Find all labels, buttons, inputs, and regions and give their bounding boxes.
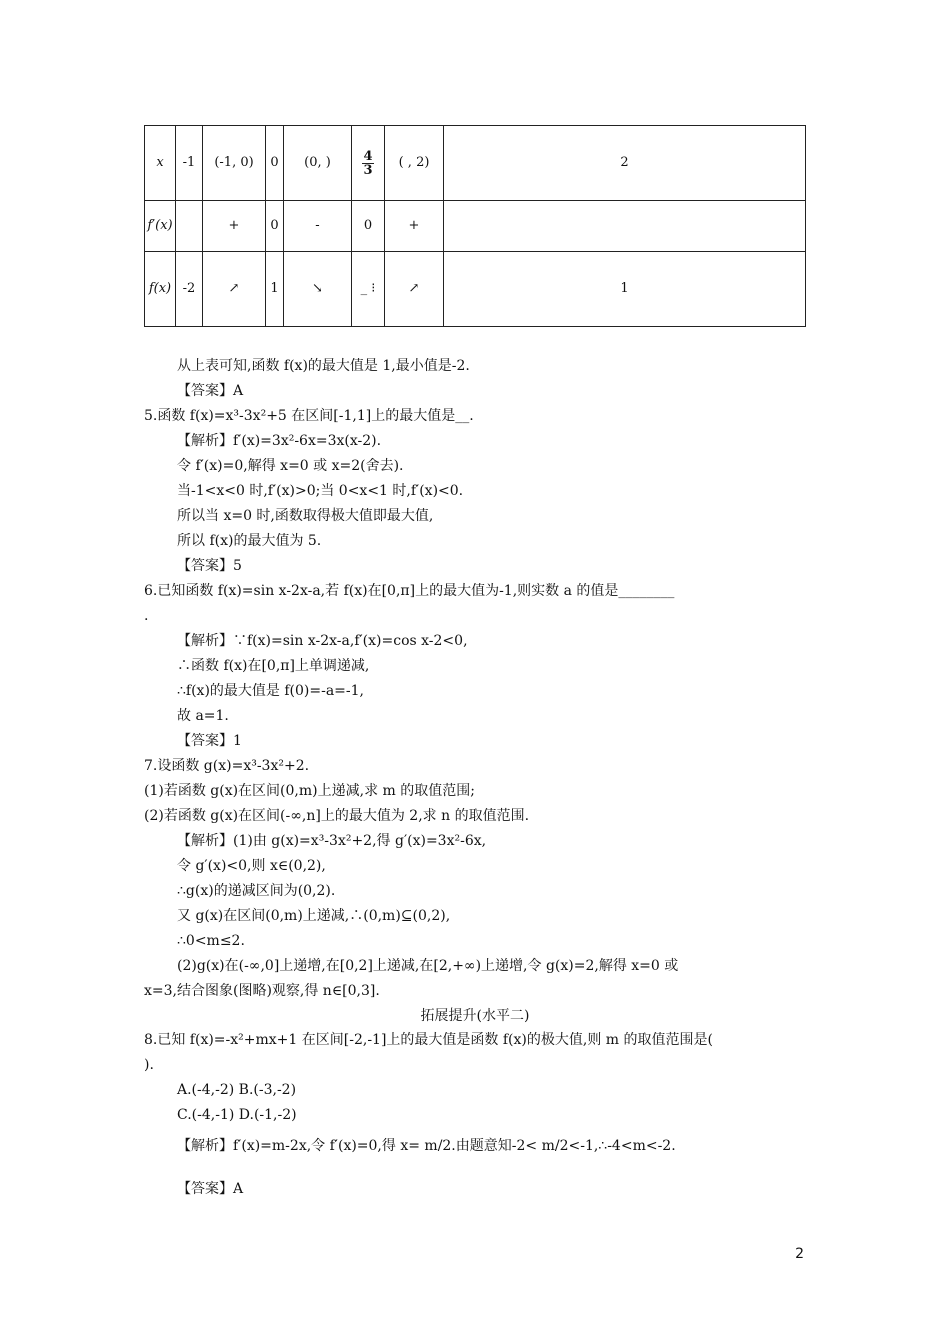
- table-cell: ↘: [284, 252, 352, 327]
- question-8: 8.已知 f(x)=-x²+mx+1 在区间[-2,-1]上的最大值是函数 f(x)的极大值,则 m 的取值范围是(: [144, 1032, 713, 1048]
- text-line: ∴0<m≤2.: [177, 933, 245, 949]
- text-line: ∴g(x)的递减区间为(0,2).: [177, 883, 336, 899]
- question-6: 6.已知函数 f(x)=sin x-2x-a,若 f(x)在[0,π]上的最大值为-1,则实数 a 的值是________: [144, 583, 675, 599]
- table-cell: +: [203, 201, 266, 252]
- text-line: 令 f′(x)=0,解得 x=0 或 x=2(舍去).: [177, 458, 404, 474]
- table-cell: 2: [444, 126, 806, 201]
- table-cell: ↗: [203, 252, 266, 327]
- table-row: [145, 201, 806, 252]
- answer-line: 【答案】A: [177, 1181, 244, 1197]
- text-line: 令 g′(x)<0,则 x∈(0,2),: [177, 858, 326, 874]
- question-5: 5.函数 f(x)=x³-3x²+5 在区间[-1,1]上的最大值是__.: [144, 408, 474, 424]
- table-row: [145, 252, 806, 327]
- text-line: 从上表可知,函数 f(x)的最大值是 1,最小值是-2.: [177, 358, 470, 374]
- table-header-cell: f′(x): [145, 201, 176, 252]
- table-cell: [444, 201, 806, 252]
- table-cell: +: [385, 201, 444, 252]
- fraction: [362, 150, 373, 177]
- analysis-line: 【解析】f′(x)=3x²-6x=3x(x-2).: [177, 433, 382, 449]
- table-cell: _ ⁝: [352, 252, 385, 327]
- table-cell: -2: [176, 252, 203, 327]
- text-line: 又 g(x)在区间(0,m)上递减,∴(0,m)⊆(0,2),: [177, 908, 451, 924]
- table-header-cell: f(x): [145, 252, 176, 327]
- table-row: [145, 126, 806, 201]
- text-line: (2)g(x)在(-∞,0]上递增,在[0,2]上递减,在[2,+∞)上递增,令 g(x)=2,解得 x=0 或: [177, 958, 679, 974]
- table-cell: ( , 2): [385, 126, 444, 201]
- analysis-line: 【解析】∵f(x)=sin x-2x-a,f′(x)=cos x-2<0,: [177, 633, 468, 649]
- table-cell: [176, 201, 203, 252]
- text-line: (1)若函数 g(x)在区间(0,m)上递减,求 m 的取值范围;: [144, 783, 475, 799]
- table-cell: 1: [444, 252, 806, 327]
- answer-line: 【答案】5: [177, 558, 242, 574]
- table-cell: -1: [176, 126, 203, 201]
- text-line: (2)若函数 g(x)在区间(-∞,n]上的最大值为 2,求 n 的取值范围.: [144, 808, 530, 824]
- text-line: 当-1<x<0 时,f′(x)>0;当 0<x<1 时,f′(x)<0.: [177, 483, 464, 499]
- choice-line: C.(-4,-1) D.(-1,-2): [177, 1107, 297, 1123]
- fraction-cell: [352, 126, 385, 201]
- table-cell: ↗: [385, 252, 444, 327]
- table-cell: (-1, 0): [203, 126, 266, 201]
- fraction-denominator: 3: [363, 162, 373, 178]
- section-heading: 拓展提升(水平二): [420, 1008, 530, 1024]
- text-line: ∴函数 f(x)在[0,π]上单调递减,: [177, 658, 370, 674]
- table-cell: 1: [266, 252, 284, 327]
- text-line: 所以当 x=0 时,函数取得极大值即最大值,: [177, 508, 434, 524]
- table-header-cell: x: [145, 126, 176, 201]
- analysis-line: 【解析】f′(x)=m-2x,令 f′(x)=0,得 x= m/2.由题意知-2< m/2<-1,∴-4<m<-2.: [177, 1138, 676, 1154]
- table-cell: 0: [352, 201, 385, 252]
- question-7: 7.设函数 g(x)=x³-3x²+2.: [144, 758, 310, 774]
- analysis-line: 【解析】(1)由 g(x)=x³-3x²+2,得 g′(x)=3x²-6x,: [177, 833, 487, 849]
- fraction-numerator: 4: [363, 148, 373, 164]
- table-cell: 0: [266, 201, 284, 252]
- text-line: 故 a=1.: [177, 708, 229, 724]
- answer-line: 【答案】1: [177, 733, 242, 749]
- choice-line: A.(-4,-2) B.(-3,-2): [177, 1082, 297, 1098]
- table-cell: 0: [266, 126, 284, 201]
- text-line: ).: [144, 1057, 154, 1073]
- text-line: x=3,结合图象(图略)观察,得 n∈[0,3].: [144, 983, 380, 999]
- page-number: 2: [795, 1246, 804, 1262]
- text-line: ∴f(x)的最大值是 f(0)=-a=-1,: [177, 683, 364, 699]
- table-cell: (0, ): [284, 126, 352, 201]
- text-line: .: [144, 608, 149, 624]
- text-line: 所以 f(x)的最大值为 5.: [177, 533, 322, 549]
- monotonicity-table: [144, 125, 806, 327]
- table-cell: -: [284, 201, 352, 252]
- answer-line: 【答案】A: [177, 383, 244, 399]
